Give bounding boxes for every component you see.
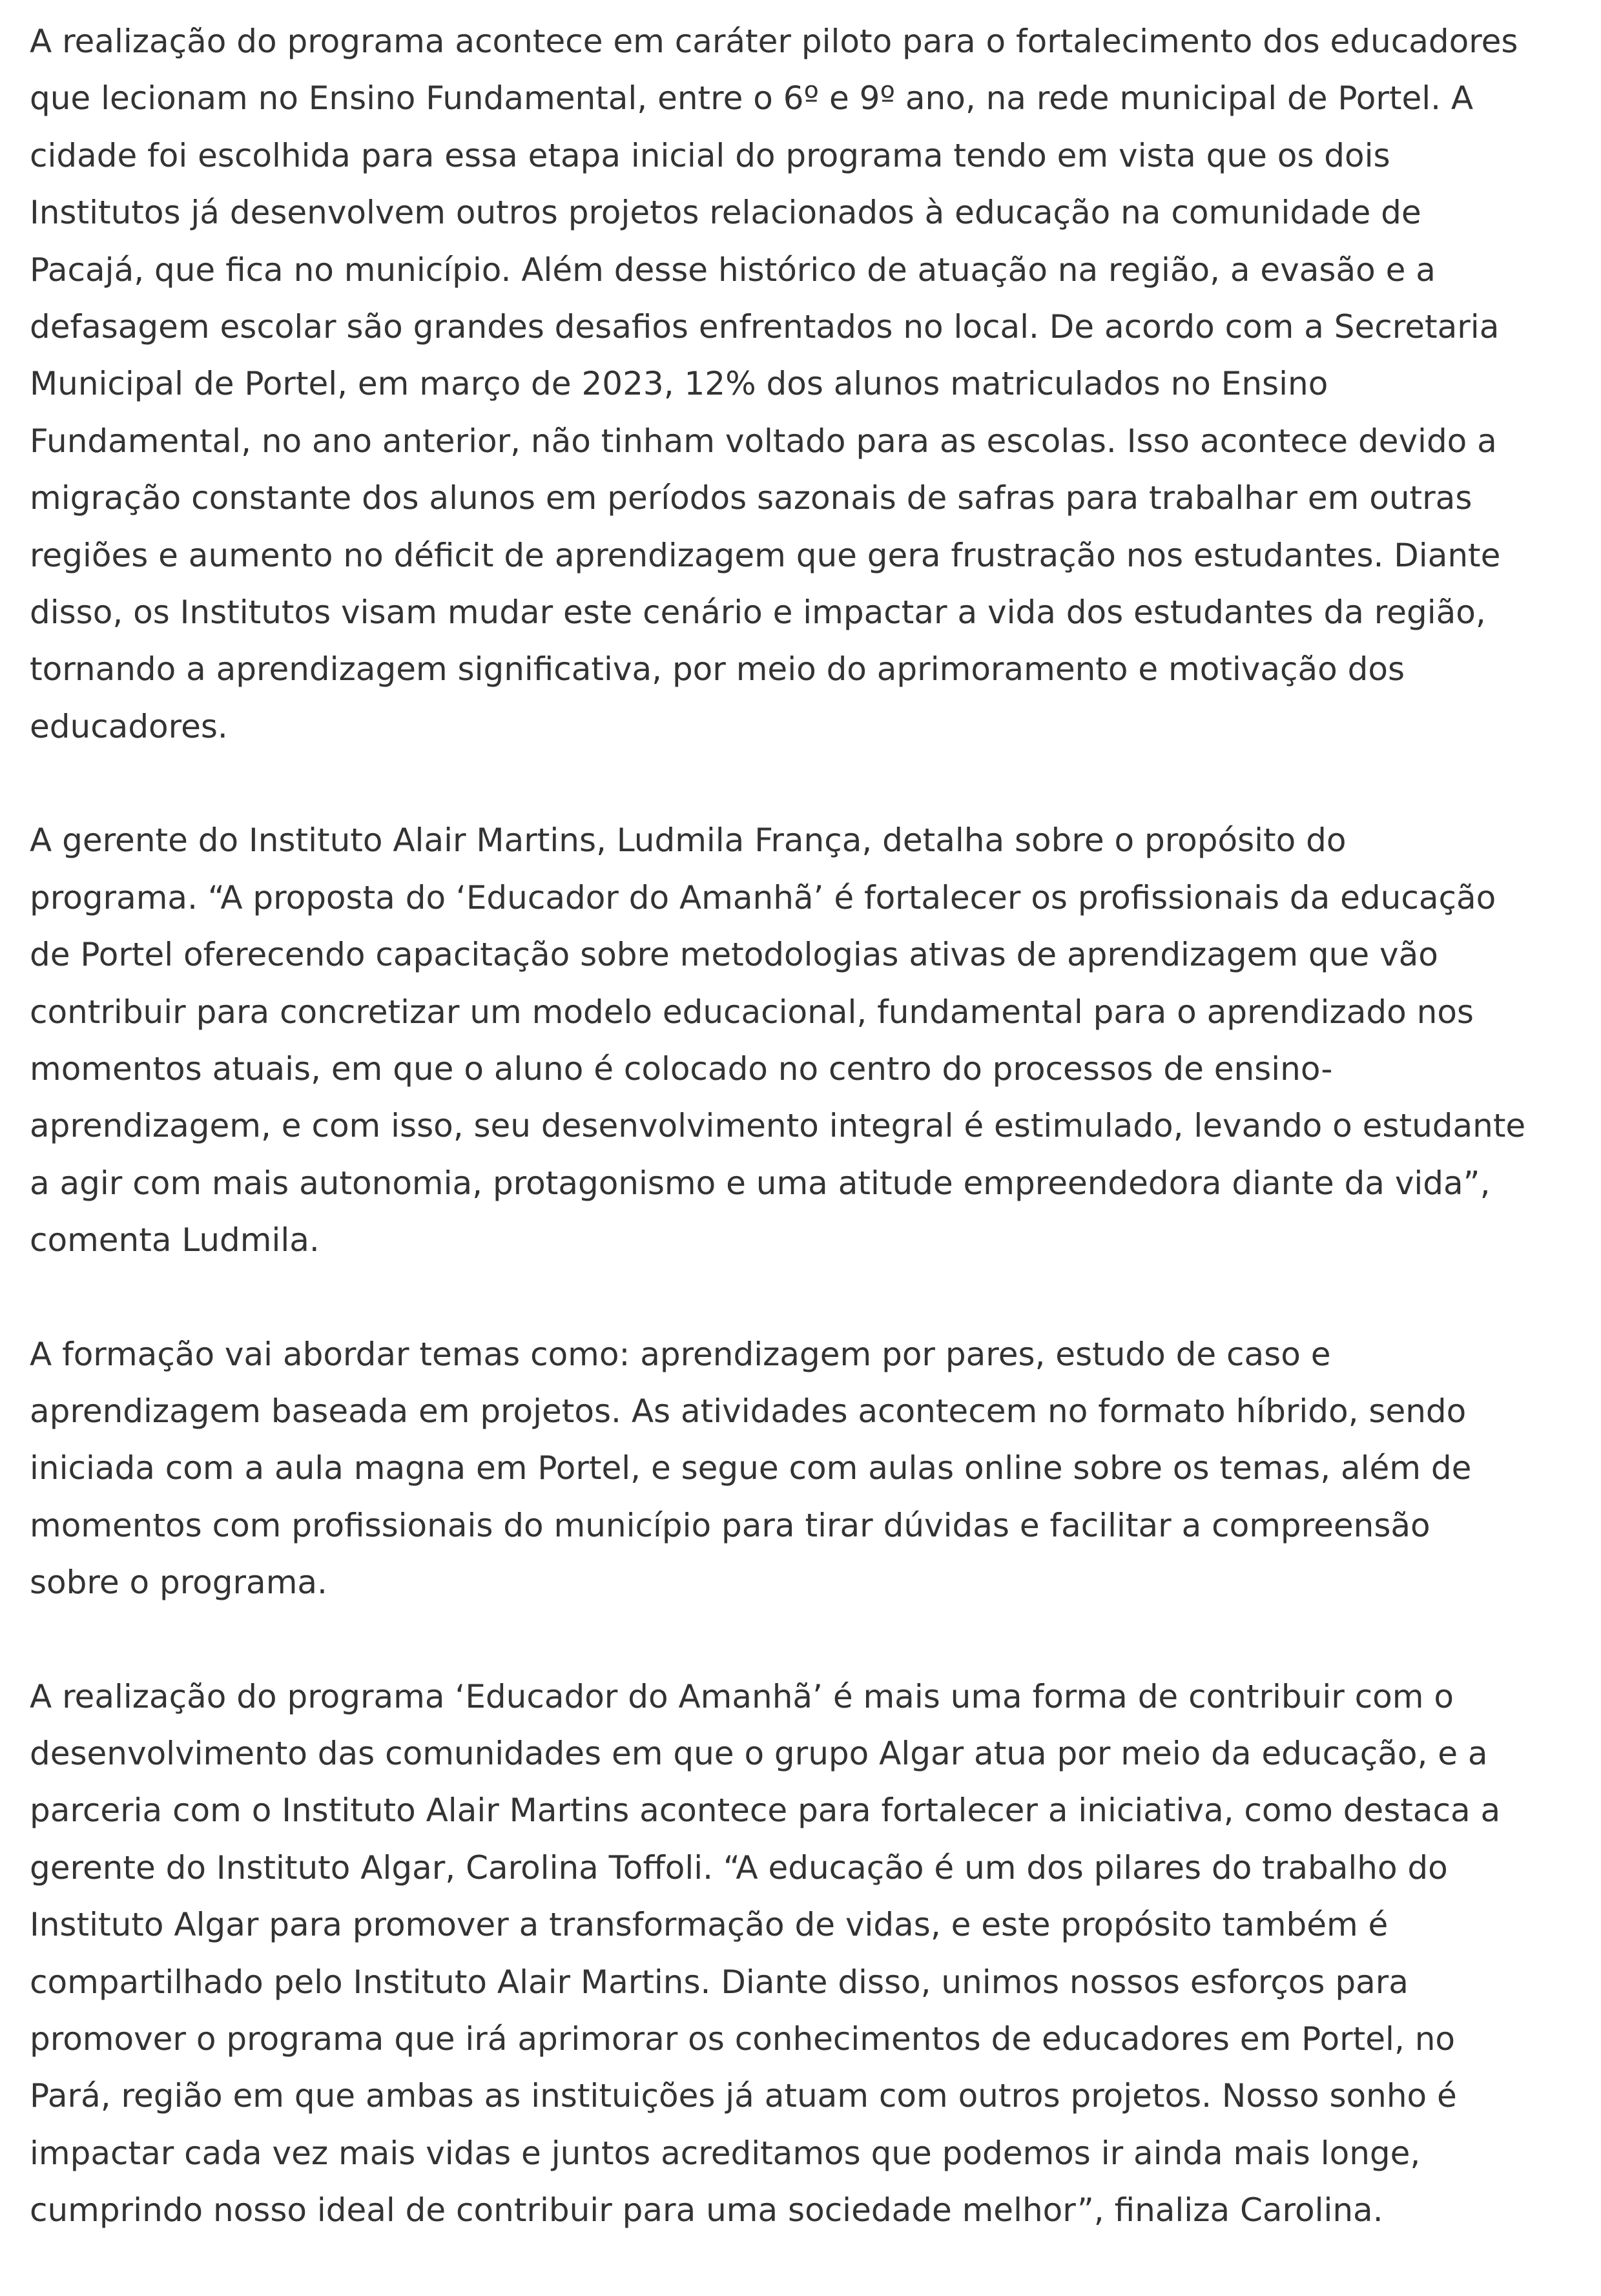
text-line: desenvolvimento das comunidades em que o grupo Algar atua por meio da educação, e a (30, 1734, 1488, 1772)
text-line: parceria com o Instituto Alair Martins acontece para fortalecer a iniciativa, como destaca a (30, 1792, 1501, 1830)
paragraph-carolina-quote (30, 1668, 1580, 2239)
text-line: aprendizagem baseada em projetos. As atividades acontecem no formato híbrido, sendo (30, 1392, 1467, 1430)
text-line: momentos com profissionais do município para tirar dúvidas e facilitar a compreensão (30, 1506, 1431, 1544)
text-line: aprendizagem, e com isso, seu desenvolvimento integral é estimulado, levando o estudante (30, 1107, 1526, 1145)
text-line: disso, os Institutos visam mudar este cenário e impactar a vida dos estudantes da região, (30, 594, 1486, 632)
text-line: cidade foi escolhida para essa etapa inicial do programa tendo em vista que os dois (30, 136, 1390, 174)
text-line: de Portel oferecendo capacitação sobre metodologias ativas de aprendizagem que vão (30, 936, 1438, 974)
text-line: programa. “A proposta do ‘Educador do Amanhã’ é fortalecer os profissionais da educação (30, 878, 1496, 916)
text-line: Institutos já desenvolvem outros projetos relacionados à educação na comunidade de (30, 194, 1421, 232)
text-line: momentos atuais, em que o aluno é colocado no centro do processos de ensino- (30, 1050, 1333, 1088)
text-line: a agir com mais autonomia, protagonismo e uma atitude empreendedora diante da vida”, (30, 1164, 1491, 1202)
text-line: defasagem escolar são grandes desafios enfrentados no local. De acordo com a Secretaria (30, 308, 1500, 346)
text-line: A formação vai abordar temas como: aprendizagem por pares, estudo de caso e (30, 1335, 1331, 1373)
text-line: sobre o programa. (30, 1564, 327, 1602)
text-line: Municipal de Portel, em março de 2023, 12% dos alunos matriculados no Ensino (30, 365, 1328, 403)
text-line: impactar cada vez mais vidas e juntos acreditamos que podemos ir ainda mais longe, (30, 2134, 1421, 2172)
text-line: migração constante dos alunos em períodos sazonais de safras para trabalhar em outras (30, 479, 1472, 517)
text-line: que lecionam no Ensino Fundamental, entre o 6º e 9º ano, na rede municipal de Portel. A (30, 79, 1474, 118)
text-line: comenta Ludmila. (30, 1221, 320, 1259)
paragraph-training-topics (30, 1326, 1580, 1611)
text-line: Instituto Algar para promover a transformação de vidas, e este propósito também é (30, 1906, 1389, 1944)
text-line: promover o programa que irá aprimorar os conhecimentos de educadores em Portel, no (30, 2020, 1456, 2058)
text-line: A gerente do Instituto Alair Martins, Ludmila França, detalha sobre o propósito do (30, 822, 1347, 860)
text-line: cumprindo nosso ideal de contribuir para uma sociedade melhor”, finaliza Carolina. (30, 2191, 1383, 2229)
text-line: iniciada com a aula magna em Portel, e segue com aulas online sobre os temas, além de (30, 1449, 1472, 1487)
text-line: Pará, região em que ambas as instituições já atuam com outros projetos. Nosso sonho é (30, 2077, 1457, 2115)
text-line: Pacajá, que fica no município. Além desse histórico de atuação na região, a evasão e a (30, 251, 1436, 289)
text-line: regiões e aumento no déficit de aprendizagem que gera frustração nos estudantes. Diante (30, 536, 1501, 574)
paragraph-ludmila-quote (30, 812, 1580, 1268)
article-body (30, 13, 1580, 2296)
text-line: contribuir para concretizar um modelo educacional, fundamental para o aprendizado nos (30, 993, 1474, 1031)
text-line: compartilhado pelo Instituto Alair Martins. Diante disso, unimos nossos esforços para (30, 1963, 1409, 2001)
text-line: gerente do Instituto Algar, Carolina Toffoli. “A educação é um dos pilares do trabalho do (30, 1848, 1448, 1887)
text-line: tornando a aprendizagem significativa, por meio do aprimoramento e motivação dos (30, 650, 1405, 688)
text-line: A realização do programa acontece em caráter piloto para o fortalecimento dos educadores (30, 23, 1518, 60)
text-line: educadores. (30, 707, 228, 745)
paragraph-program-pilot (30, 13, 1580, 755)
text-line: A realização do programa ‘Educador do Amanhã’ é mais uma forma de contribuir com o (30, 1677, 1454, 1715)
text-line: Fundamental, no ano anterior, não tinham voltado para as escolas. Isso acontece devido a (30, 422, 1497, 460)
